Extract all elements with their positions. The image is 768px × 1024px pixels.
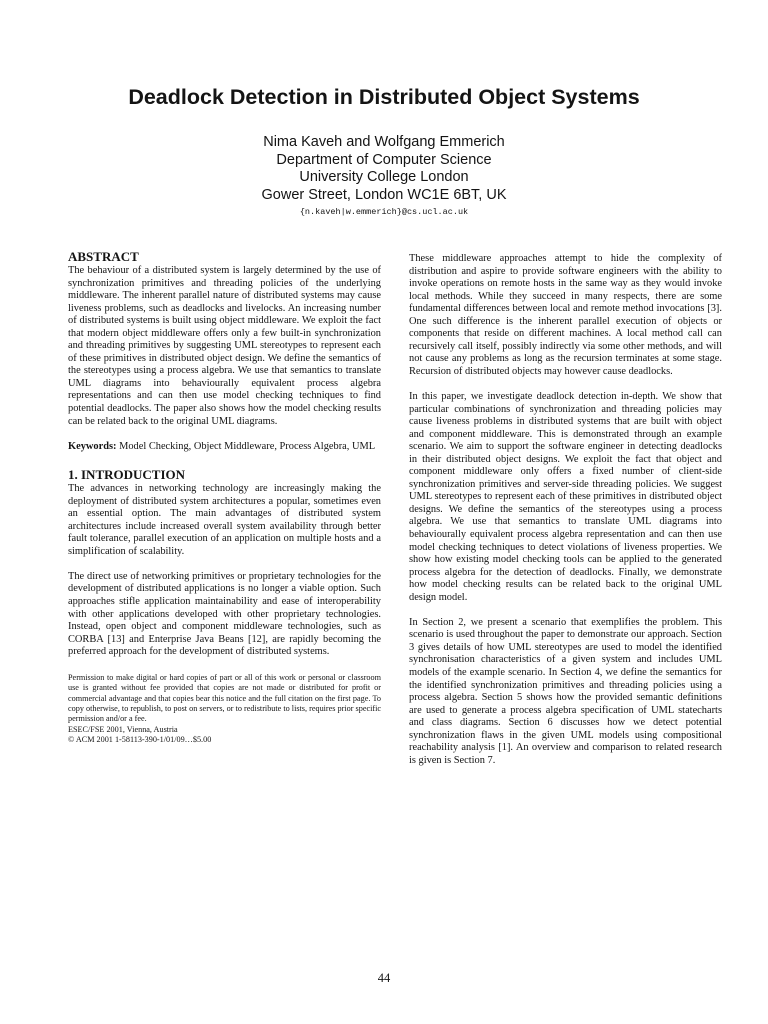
abstract-heading: ABSTRACT [68,249,139,264]
author-block [0,134,768,219]
right-paragraph-1: These middleware approaches attempt to hide the complexity of distribution and aspire to provide software engineers with the ability to invoke operations on remote hosts in the same way as they would invoke local methods. While they succeed in many respects, there are some fundamental differences between local and remote method invocations [3]. One such difference is the inherent parallel execution of objects or components that reside on different machines. A local method call can recursively call itself, possibly indirectly via some other methods, and will not cause any problems as long as the recursion terminates at some stage. Recursion of distributed objects may however cause deadlocks. [409,253,722,377]
author-university: University College London [299,169,469,185]
right-column [409,253,722,767]
abstract-text: The behaviour of a distributed system is largely determined by the use of synchronization primitives and threading policies of the underlying middleware. The inherent parallel nature of distributed systems may cause liveness problems, such as deadlocks and livelocks. An increasing number of distributed systems is built using object middleware. We exploit the fact that modern object middleware offers only a few built-in synchronization and threading primitives by suggesting UML stereotypes to represent each of these primitives in distributed object design. We define the semantics of the stereotypes using a process algebra. We use that semantics to translate UML diagrams into behaviourally equivalent process algebra representations and can then use model checking techniques to find potential deadlocks. The paper also shows how the model checking results can be related back to the original UML diagrams. [68,265,381,427]
right-paragraph-2: In this paper, we investigate deadlock detection in-depth. We show that particular combinations of synchronization and threading policies may cause liveness problems in distributed systems that are built with object and component middleware. This is demonstrated through an example scenario. We aim to support the software engineer in detecting deadlocks in their distributed object designs. We exploit the fact that object and component middleware only offers a fixed number of client-side synchronization primitives and server-side threading policies. We suggest UML stereotypes to represent each of these primitives in distributed object designs. We define the semantics of the stereotypes using a process algebra. We use that semantics to translate UML diagrams into behaviourally equivalent process algebra representation and can then use model checking techniques to detect violations of liveness properties. We show how existing model checking tools can be applied to the generated process algebra for the detection of deadlocks. Finally, we demonstrate how model checking results can be related back to the original UML design model. [409,390,722,603]
author-department: Department of Computer Science [276,151,492,168]
conference-venue: ESEC/FSE 2001, Vienna, Austria [68,724,178,734]
introduction-paragraph-1: The advances in networking technology are increasingly making the deployment of distributed system architectures a popular, sometimes even an essential option. The main advantages of distributed system architectures include increased overall system availability through better fault tolerance, parallel execution of an application on multiple hosts and a simplification of scalability. [68,483,381,557]
page-number: 44 [377,971,391,985]
author-address: Gower Street, London WC1E 6BT, UK [261,186,507,203]
keywords-label: Keywords: [68,440,117,452]
keywords [68,441,381,454]
right-paragraph-3: In Section 2, we present a scenario that exemplifies the problem. This scenario is used throughout the paper to demonstrate our approach. Section 3 gives details of how UML stereotypes are used to model the identified synchronisation characteristics of a given system and includes UML models of the example scenario. In Section 4, we define the semantics for the identified synchronization primitives and threading policies using a process algebra. Section 5 shows how the provided semantic definitions are used to generate a process algebra specification of UML statecharts and class diagrams. Section 6 discusses how we detect potential synchronization flaws in the given UML models using compositional reachability analysis [1]. An overview and comparison to related research is given is Section 7. [409,616,722,766]
permission-notice [68,673,381,746]
introduction-heading: 1. INTRODUCTION [68,467,186,483]
keywords-text: Model Checking, Object Middleware, Process Algebra, UML [119,440,376,452]
left-column [68,249,381,746]
permission-text: Permission to make digital or hard copies of part or all of this work or personal or classroom use is granted without fee provided that copies are not made or distributed for profit or commercial advantage and that copies bear this notice and the full citation on the first page. To copy otherwise, to republish, to post on servers, or to redistribute to lists, requires prior specific permission and/or a fee. [68,672,381,724]
author-email[interactable]: {n.kaveh|w.emmerich}@cs.ucl.ac.uk [299,207,469,217]
author-names: Nima Kaveh and Wolfgang Emmerich [263,134,505,150]
copyright-line: © ACM 2001 1-58113-390-1/01/09…$5.00 [68,735,212,745]
paper-title: Deadlock Detection in Distributed Object Systems [128,85,640,109]
introduction-paragraph-2: The direct use of networking primitives or proprietary technologies for the development of distributed applications is no longer a viable option. Such approaches stifle application maintainability and ease of interoperability with other applications developed with other proprietary technologies. Instead, open object and component middleware technologies, such as CORBA [13] and Enterprise Java Beans [12], are rapidly becoming the preferred approach for the development of distributed systems. [68,570,381,658]
